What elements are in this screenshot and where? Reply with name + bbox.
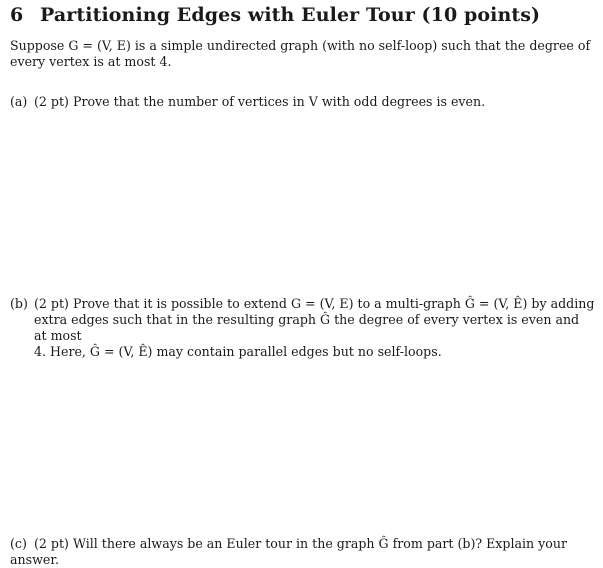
part-b-line-1: (2 pt) Prove that it is possible to extend G = (V, E) to a multi-graph Ĝ = (V, Ê) by adding — [34, 296, 595, 311]
section-heading — [10, 4, 540, 26]
part-a-text: (2 pt) Prove that the number of vertices in V with odd degrees is even. — [34, 94, 486, 109]
answer-space-b[interactable] — [10, 352, 595, 528]
part-a-label: (a) — [10, 94, 28, 109]
problem-statement: Suppose G = (V, E) is a simple undirected graph (with no self-loop) such that the degree of every vertex is at most 4. — [10, 38, 591, 69]
section-title: Partitioning Edges with Euler Tour (10 points) — [40, 4, 541, 26]
part-c-text: (2 pt) Will there always be an Euler tour in the graph Ĝ from part (b)? Explain your answer. — [10, 536, 567, 567]
part-c-label: (c) — [10, 536, 27, 551]
part-b-line-3: 4. Here, Ĝ = (V, Ê) may contain parallel edges but no self-loops. — [34, 344, 442, 359]
part-b-line-2: extra edges such that in the resulting graph Ĝ the degree of every vertex is even and at most — [34, 312, 580, 343]
section-number: 6 — [10, 4, 24, 26]
part-c — [10, 536, 595, 568]
part-a — [10, 94, 595, 110]
answer-space-a[interactable] — [10, 116, 595, 286]
part-b — [10, 296, 595, 360]
part-b-label: (b) — [10, 296, 28, 311]
